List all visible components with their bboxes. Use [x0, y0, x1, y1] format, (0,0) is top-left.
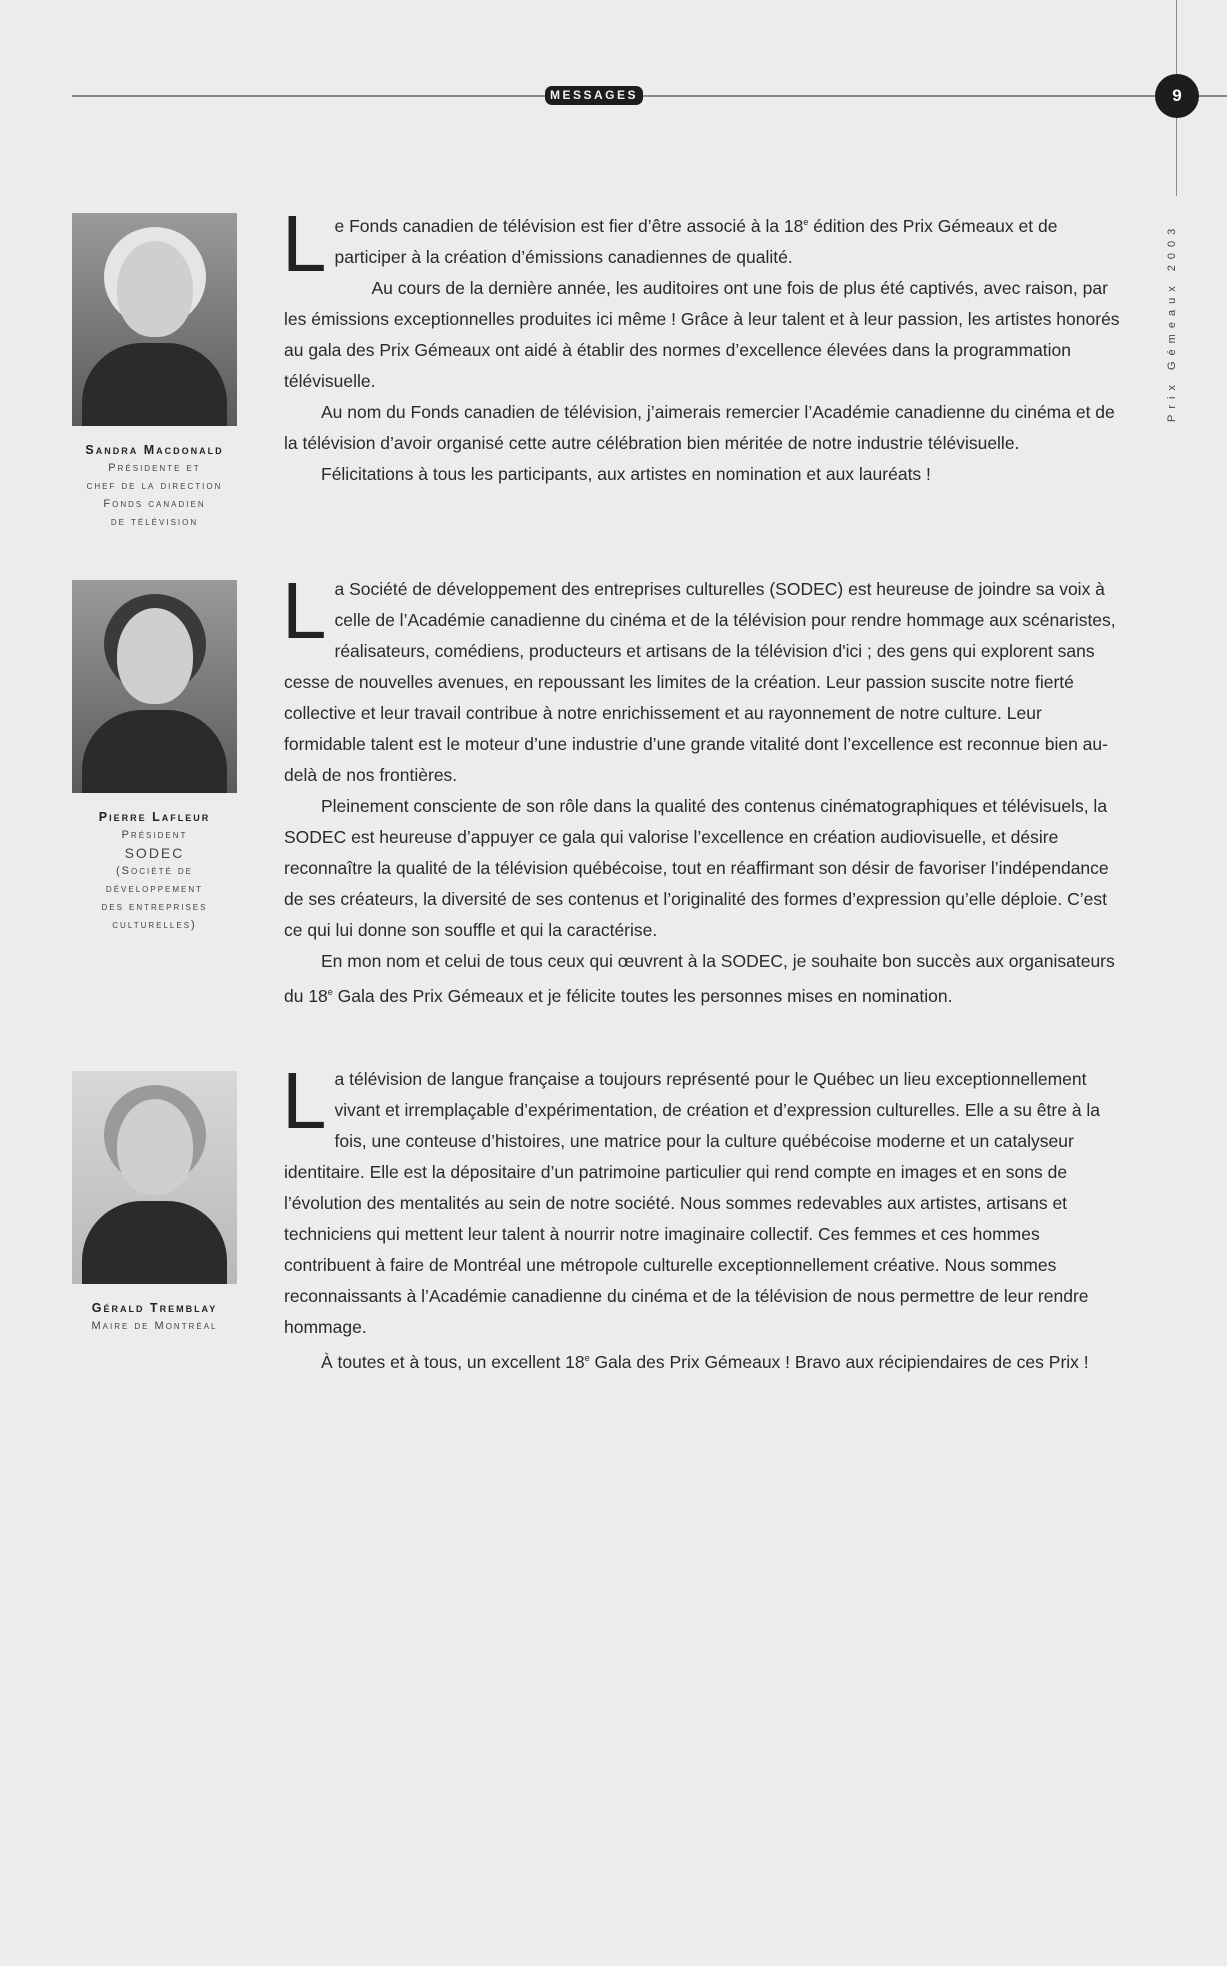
side-title: Prix Gémeaux 2003: [1166, 222, 1178, 422]
text: Gala des Prix Gémeaux et je félicite toutes les personnes mises en nomination.: [332, 985, 953, 1006]
message-text: [282, 199, 1124, 490]
paragraph: [284, 946, 1124, 1012]
superscript: e: [803, 217, 809, 227]
paragraph: [284, 1343, 1124, 1378]
person-name: Sandra Macdonald: [85, 443, 224, 457]
paragraph: [282, 1056, 1124, 1343]
text: Gala des Prix Gémeaux ! Bravo aux récipiendaires de ces Prix !: [589, 1351, 1089, 1372]
text: a télévision de langue française a toujours représenté pour le Québec un lieu exceptionnellement vivant et irremplaçable d’expérimentation, de création et d’expression culturelles. Elle a su être à la fois, une conteuse d’histoires, une matrice pour la culture québécoise moderne et un catalyseur identitaire. Elle est la dépositaire d’un patrimoine particulier qui rend compte en images et en sons de l’évolution des mentalités au sein de notre société. Nous sommes redevables aux artistes, artisans et techniciens qui mettent leur talent à nourrir notre imaginaire collectif. Ces femmes et ces hommes contribuent à faire de Montréal une métropole culturelle exceptionnellement créative. Nous sommes reconnaissants à l’Académie canadienne du cinéma et de la télévision de nous permettre de leur rendre hommage.: [284, 1069, 1101, 1337]
text: e Fonds canadien de télévision est fier d’être associé à la 18: [334, 215, 804, 236]
text: édition des Prix Gémeaux et de participer à la création d’émissions canadiennes de qualité.: [334, 215, 1058, 267]
drop-cap: L: [282, 1056, 327, 1145]
caption-line: chef de la direction: [86, 480, 223, 492]
paragraph: [282, 199, 1124, 288]
header-rule: [72, 95, 1227, 97]
message-text: [282, 1056, 1124, 1378]
drop-cap: L: [282, 566, 327, 655]
caption-line: Maire de Montréal: [91, 1320, 218, 1332]
paragraph: Au nom du Fonds canadien de télévision, j’aimerais remercier l’Académie canadienne du cinéma et de la télévision d’avoir organisé cette autre célébration bien méritée de notre industrie télévisuelle.: [284, 401, 1115, 453]
paragraph: Au cours de la dernière année, les auditoires ont une fois de plus été captivés, avec raison, par les émissions exceptionnelles produites ici même ! Grâce à leur talent et à leur passion, les artistes honorés au gala des Prix Gémeaux ont aidé à établir des normes d’excellence élevées dans la programmation télévisuelle.: [284, 277, 1120, 391]
drop-cap: L: [282, 199, 327, 288]
page-number: 9: [1155, 74, 1199, 118]
caption-line: Présidente et: [108, 462, 201, 474]
portrait-caption: [62, 808, 247, 934]
section-badge: MESSAGES: [545, 86, 643, 105]
person-name: Gérald Tremblay: [91, 1301, 218, 1315]
caption-line: de télévision: [110, 516, 199, 528]
paragraph: Félicitations à tous les participants, aux artistes en nomination et aux lauréats !: [321, 463, 931, 484]
text: À toutes et à tous, un excellent 18: [321, 1351, 585, 1372]
caption-line: développement: [105, 883, 204, 895]
portrait-caption: [62, 1299, 247, 1335]
superscript: e: [327, 987, 333, 997]
paragraph: Pleinement consciente de son rôle dans la qualité des contenus cinématographiques et télévisuels, la SODEC est heureuse d’appuyer ce gala qui valorise l’excellence en création audiovisuelle, et désire reconnaître la qualité de la télévision québécoise, tout en réaffirmant son désir de favoriser l’indépendance de ses créateurs, la diversité de ses contenus et l’originalité des formes d’expression qu’elle déploie. C’est ce qui lui donne son souffle et qui la caractérise.: [284, 796, 1109, 940]
message-text: [282, 566, 1124, 1012]
caption-line: (Société de: [116, 865, 193, 877]
portrait-photo: [72, 1071, 237, 1284]
superscript: e: [584, 1353, 590, 1363]
text: En mon nom et celui de tous ceux qui œuvrent à la SODEC, je souhaite bon succès aux organisateurs du 18: [284, 951, 1115, 1006]
portrait-caption: [62, 441, 247, 531]
portrait-photo: [72, 213, 237, 426]
caption-line: culturelles): [112, 919, 197, 931]
caption-line: SODEC: [124, 845, 185, 861]
caption-line: des entreprises: [101, 901, 208, 913]
person-name: Pierre Lafleur: [98, 810, 211, 824]
caption-line: Président: [121, 829, 188, 841]
text: a Société de développement des entreprises culturelles (SODEC) est heureuse de joindre sa voix à celle de l’Académie canadienne du cinéma et de la télévision pour rendre hommage aux scénaristes, réalisateurs, comédiens, producteurs et artisans de la télévision d'ici ; des gens qui explorent sans cesse de nouvelles avenues, en repoussant les limites de la création. Leur passion suscite notre fierté collective et leur travail contribue à notre enrichissement et au rayonnement de notre culture. Leur formidable talent est le moteur d’une industrie d’une grande vitalité dont l’excellence est reconnue bien au-delà de nos frontières.: [284, 579, 1116, 785]
caption-line: Fonds canadien: [103, 498, 206, 510]
portrait-photo: [72, 580, 237, 793]
paragraph: [282, 566, 1124, 791]
